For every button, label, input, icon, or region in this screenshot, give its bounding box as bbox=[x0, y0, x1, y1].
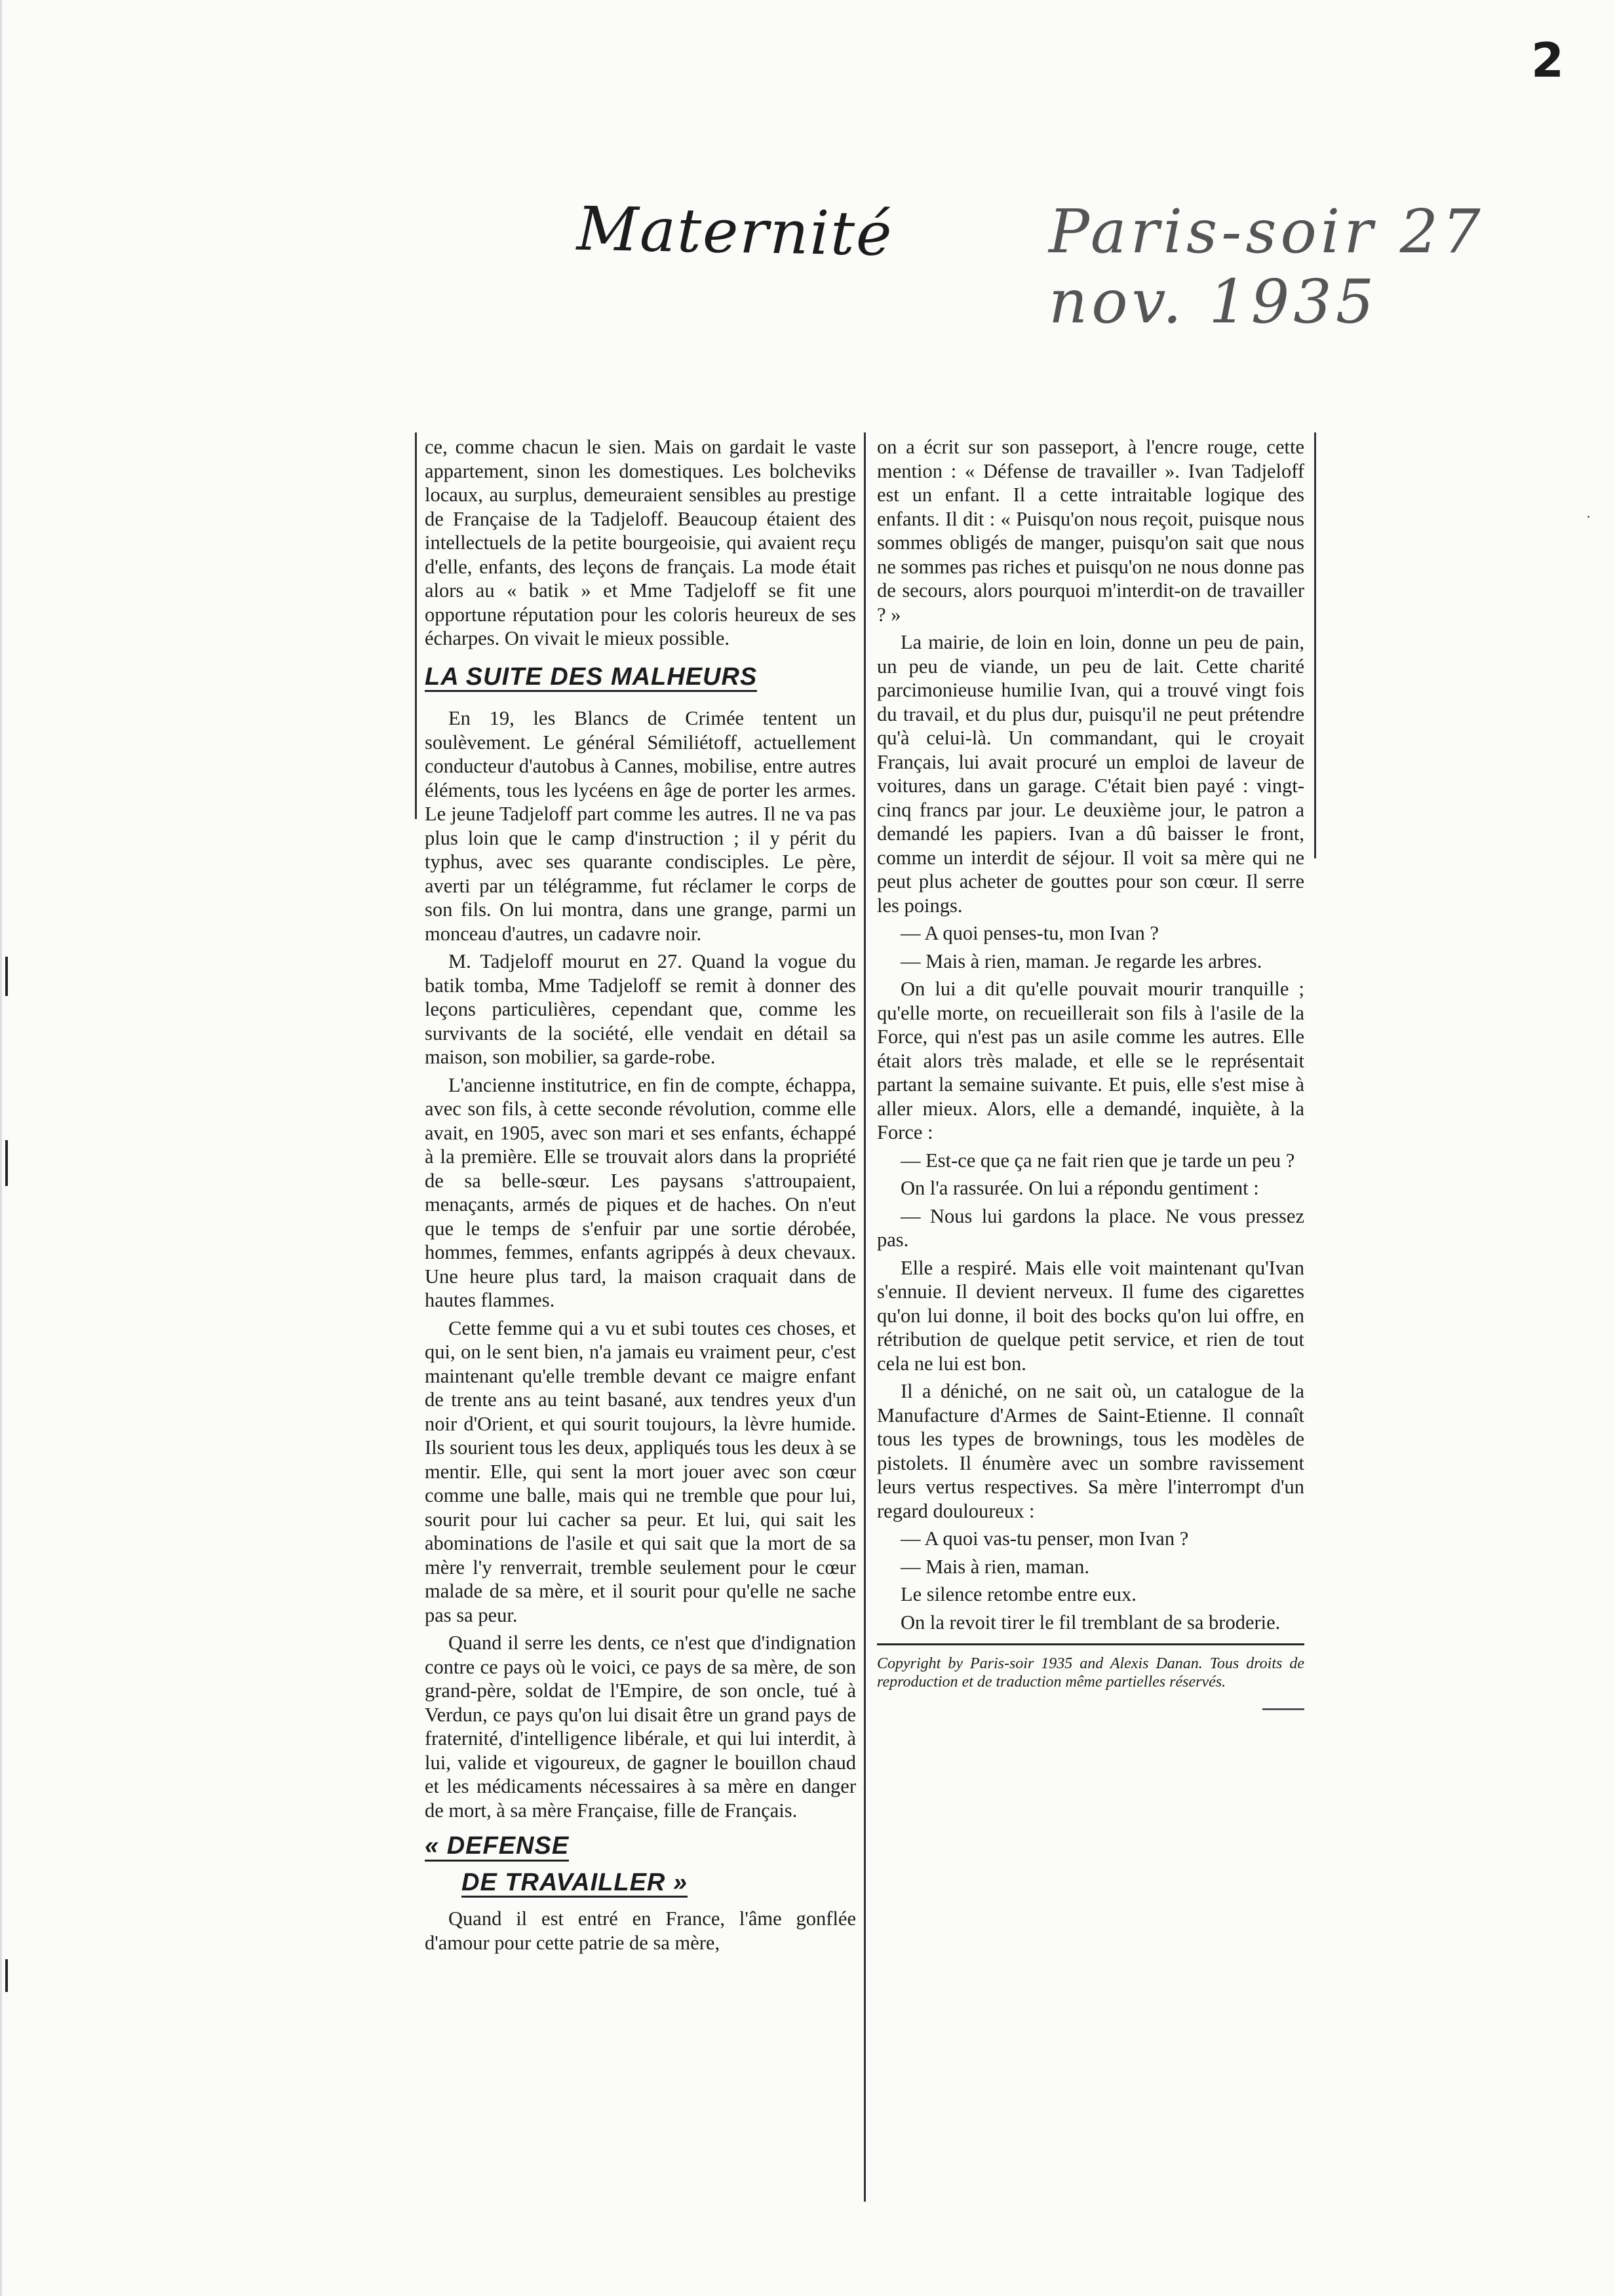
column-rule bbox=[415, 432, 417, 819]
subheading-defense-de-travailler bbox=[425, 1834, 856, 1898]
dialogue-line: — Est-ce que ça ne fait rien que je tarde un peu ? bbox=[901, 1149, 1295, 1172]
paragraph: L'ancienne institutrice, en fin de compte, échappa, avec son fils, à cette seconde révolution, comme elle avait, en 1905, avec son mari et ses enfants, échappé à la première. Elle se trouvait alors dans la propriété de sa belle-sœur. Les paysans s'attroupaient, menaçants, armés de piques et de haches. On n'eut que le temps de s'enfuir par une sortie dérobée, hommes, femmes, enfants agrippés à deux chevaux. Une heure plus tard, la maison craquait dans de hautes flammes. bbox=[425, 1073, 856, 1311]
paragraph: M. Tadjeloff mourut en 27. Quand la vogue du batik tomba, Mme Tadjeloff se remit à donner des leçons particulières, cependant que, comme les survivants de la société, elle vendait en détail sa maison, son mobilier, sa garde-robe. bbox=[425, 950, 856, 1068]
page-number: 2 bbox=[1531, 33, 1565, 88]
paragraph: On la revoit tirer le fil tremblant de sa broderie. bbox=[901, 1611, 1281, 1634]
scan-edge bbox=[0, 0, 2, 2296]
handwritten-title: Maternité bbox=[576, 193, 894, 270]
paragraph: La mairie, de loin en loin, donne un peu de pain, un peu de viande, un peu de lait. Cette charité parcimonieuse humilie Ivan, qui a trouvé vingt fois du travail, et du plus dur, puisqu'il ne peut prétendre qu'à celui-là. Un commandant, qui le croyait Français, lui avait procuré un emploi de laveur de voitures, dans un garage. C'était bien payé : vingt-cinq francs par jour. Le deuxième jour, le patron a demandé les papiers. Ivan a dû baisser le front, comme un interdit de séjour. Il voit sa mère qui ne peut plus acheter de gouttes pour son cœur. Il serre les poings. bbox=[877, 631, 1304, 917]
subheading-line: DE TRAVAILLER » bbox=[461, 1871, 688, 1898]
article-column-left bbox=[425, 435, 856, 1955]
dialogue-line: — Mais à rien, maman. bbox=[901, 1555, 1089, 1578]
paragraph: En 19, les Blancs de Crimée tentent un soulèvement. Le général Sémiliétoff, actuellement conducteur d'autobus à Cannes, mobilise, entre autres éléments, tous les lycéens en âge de porter les armes. Le jeune Tadjeloff part comme les autres. Il ne va pas plus loin que le camp d'instruction ; il y périt du typhus, avec ses quarante condisciples. Le père, averti par un télégramme, fut réclamer le corps de son fils. On lui montra, dans une grange, parmi un monceau d'autres, un cadavre noir. bbox=[425, 707, 856, 945]
dialogue-line: — Nous lui gardons la place. Ne vous pressez pas. bbox=[877, 1204, 1304, 1251]
dialogue-line: — A quoi vas-tu penser, mon Ivan ? bbox=[901, 1527, 1189, 1550]
paragraph: Il a déniché, on ne sait où, un catalogue de la Manufacture d'Armes de Saint-Etienne. Il connaît tous les types de brownings, tous les modèles de pistolets. Il énumère avec un sombre ravissement leurs vertus respectives. Sa mère l'interrompt d'un regard douloureux : bbox=[877, 1380, 1304, 1522]
paragraph: On lui a dit qu'elle pouvait mourir tranquille ; qu'elle morte, on recueillerait son fils à l'asile de la Force, qui n'est pas un asile comme les autres. Elle était alors très malade, et elle se le représentait partant la semaine suivante. Et puis, elle s'est mise à aller mieux. Alors, elle a demandé, inquiète, à la Force : bbox=[877, 978, 1304, 1143]
copyright-notice: Copyright by Paris-soir 1935 and Alexis Danan. Tous droits de reproduction et de traduction même partielles réservés. bbox=[877, 1655, 1304, 1691]
margin-mark bbox=[5, 1959, 8, 1992]
margin-mark bbox=[5, 1140, 8, 1186]
dialogue-line: — A quoi penses-tu, mon Ivan ? bbox=[901, 922, 1159, 944]
paragraph: On l'a rassurée. On lui a répondu gentiment : bbox=[901, 1177, 1259, 1199]
scan-speck-icon: · bbox=[1586, 508, 1591, 525]
paragraph: ce, comme chacun le sien. Mais on gardait le vaste appartement, sinon les domestiques. Les bolcheviks locaux, au surplus, demeuraient sensibles au prestige de Française de la Tadjeloff. Beaucoup étaient des intellectuels de la petite bourgeoisie, qui avaient reçu d'elle, enfants, des leçons de français. La mode était alors au « batik » et Mme Tadjeloff se fit une opportune réputation pour les coloris heureux de ses écharpes. On vivait le mieux possible. bbox=[425, 436, 856, 649]
paragraph: Elle a respiré. Mais elle voit maintenant qu'Ivan s'ennuie. Il devient nerveux. Il fume des cigarettes qu'on lui donne, il boit des bocks qu'on lui offre, en rétribution de quelque petit service, et rien de tout cela ne lui est bon. bbox=[877, 1256, 1304, 1375]
divider bbox=[877, 1643, 1304, 1645]
paragraph: Quand il est entré en France, l'âme gonflée d'amour pour cette patrie de sa mère, bbox=[425, 1907, 856, 1954]
paragraph: Quand il serre les dents, ce n'est que d'indignation contre ce pays où le voici, ce pays de sa mère, de son grand-père, soldat de l'Empire, de son oncle, tué à Verdun, ce pays qu'on lui disait être un grand pays de fraternité, d'intelligence libérale, et qui lui interdit, à lui, valide et vigoureux, de gagner le bouillon chaud et les médicaments nécessaires à sa mère en danger de mort, à sa mère Française, fille de Français. bbox=[425, 1632, 856, 1822]
paragraph: on a écrit sur son passeport, à l'encre rouge, cette mention : « Défense de travailler ». Ivan Tadjeloff est un enfant. Il a cette intraitable logique des enfants. Il dit : « Puisqu'on nous reçoit, puisque nous sommes obligés de manger, puisqu'on sait que nous ne sommes pas riches et puisqu'on ne nous donne pas de secours, alors pourquoi m'interdit-on de travailler ? » bbox=[877, 436, 1304, 626]
subheading-suite-des-malheurs: LA SUITE DES MALHEURS bbox=[425, 665, 757, 693]
article-column-right bbox=[877, 435, 1304, 1710]
margin-mark bbox=[5, 957, 8, 996]
divider bbox=[1262, 1708, 1304, 1710]
column-rule bbox=[864, 432, 866, 2202]
paragraph: Le silence retombe entre eux. bbox=[901, 1583, 1137, 1605]
subheading-line: « DEFENSE bbox=[425, 1834, 569, 1862]
column-rule bbox=[1314, 432, 1316, 858]
handwritten-date: Paris-soir 27 nov. 1935 bbox=[1049, 197, 1485, 337]
dialogue-line: — Mais à rien, maman. Je regarde les arbres. bbox=[901, 949, 1262, 972]
paragraph: Cette femme qui a vu et subi toutes ces choses, et qui, on le sent bien, n'a jamais eu vraiment peur, c'est maintenant qu'elle tremble devant ce maigre enfant de trente ans au teint basané, aux tendres yeux d'un noir d'Orient, et qui sourit toujours, la lèvre humide. Ils sourient tous les deux, appliqués tous les deux à se mentir. Elle, qui sent la mort jouer avec son cœur comme une balle, mais qui ne tremble que pour lui, sourit pour lui cacher sa peur. Et lui, qui sait les abominations de l'asile et qui sait que la mort de sa mère l'y renverrait, tremble seulement pour le cœur malade de sa mère, et il sourit pour qu'elle ne sache pas sa peur. bbox=[425, 1316, 856, 1626]
